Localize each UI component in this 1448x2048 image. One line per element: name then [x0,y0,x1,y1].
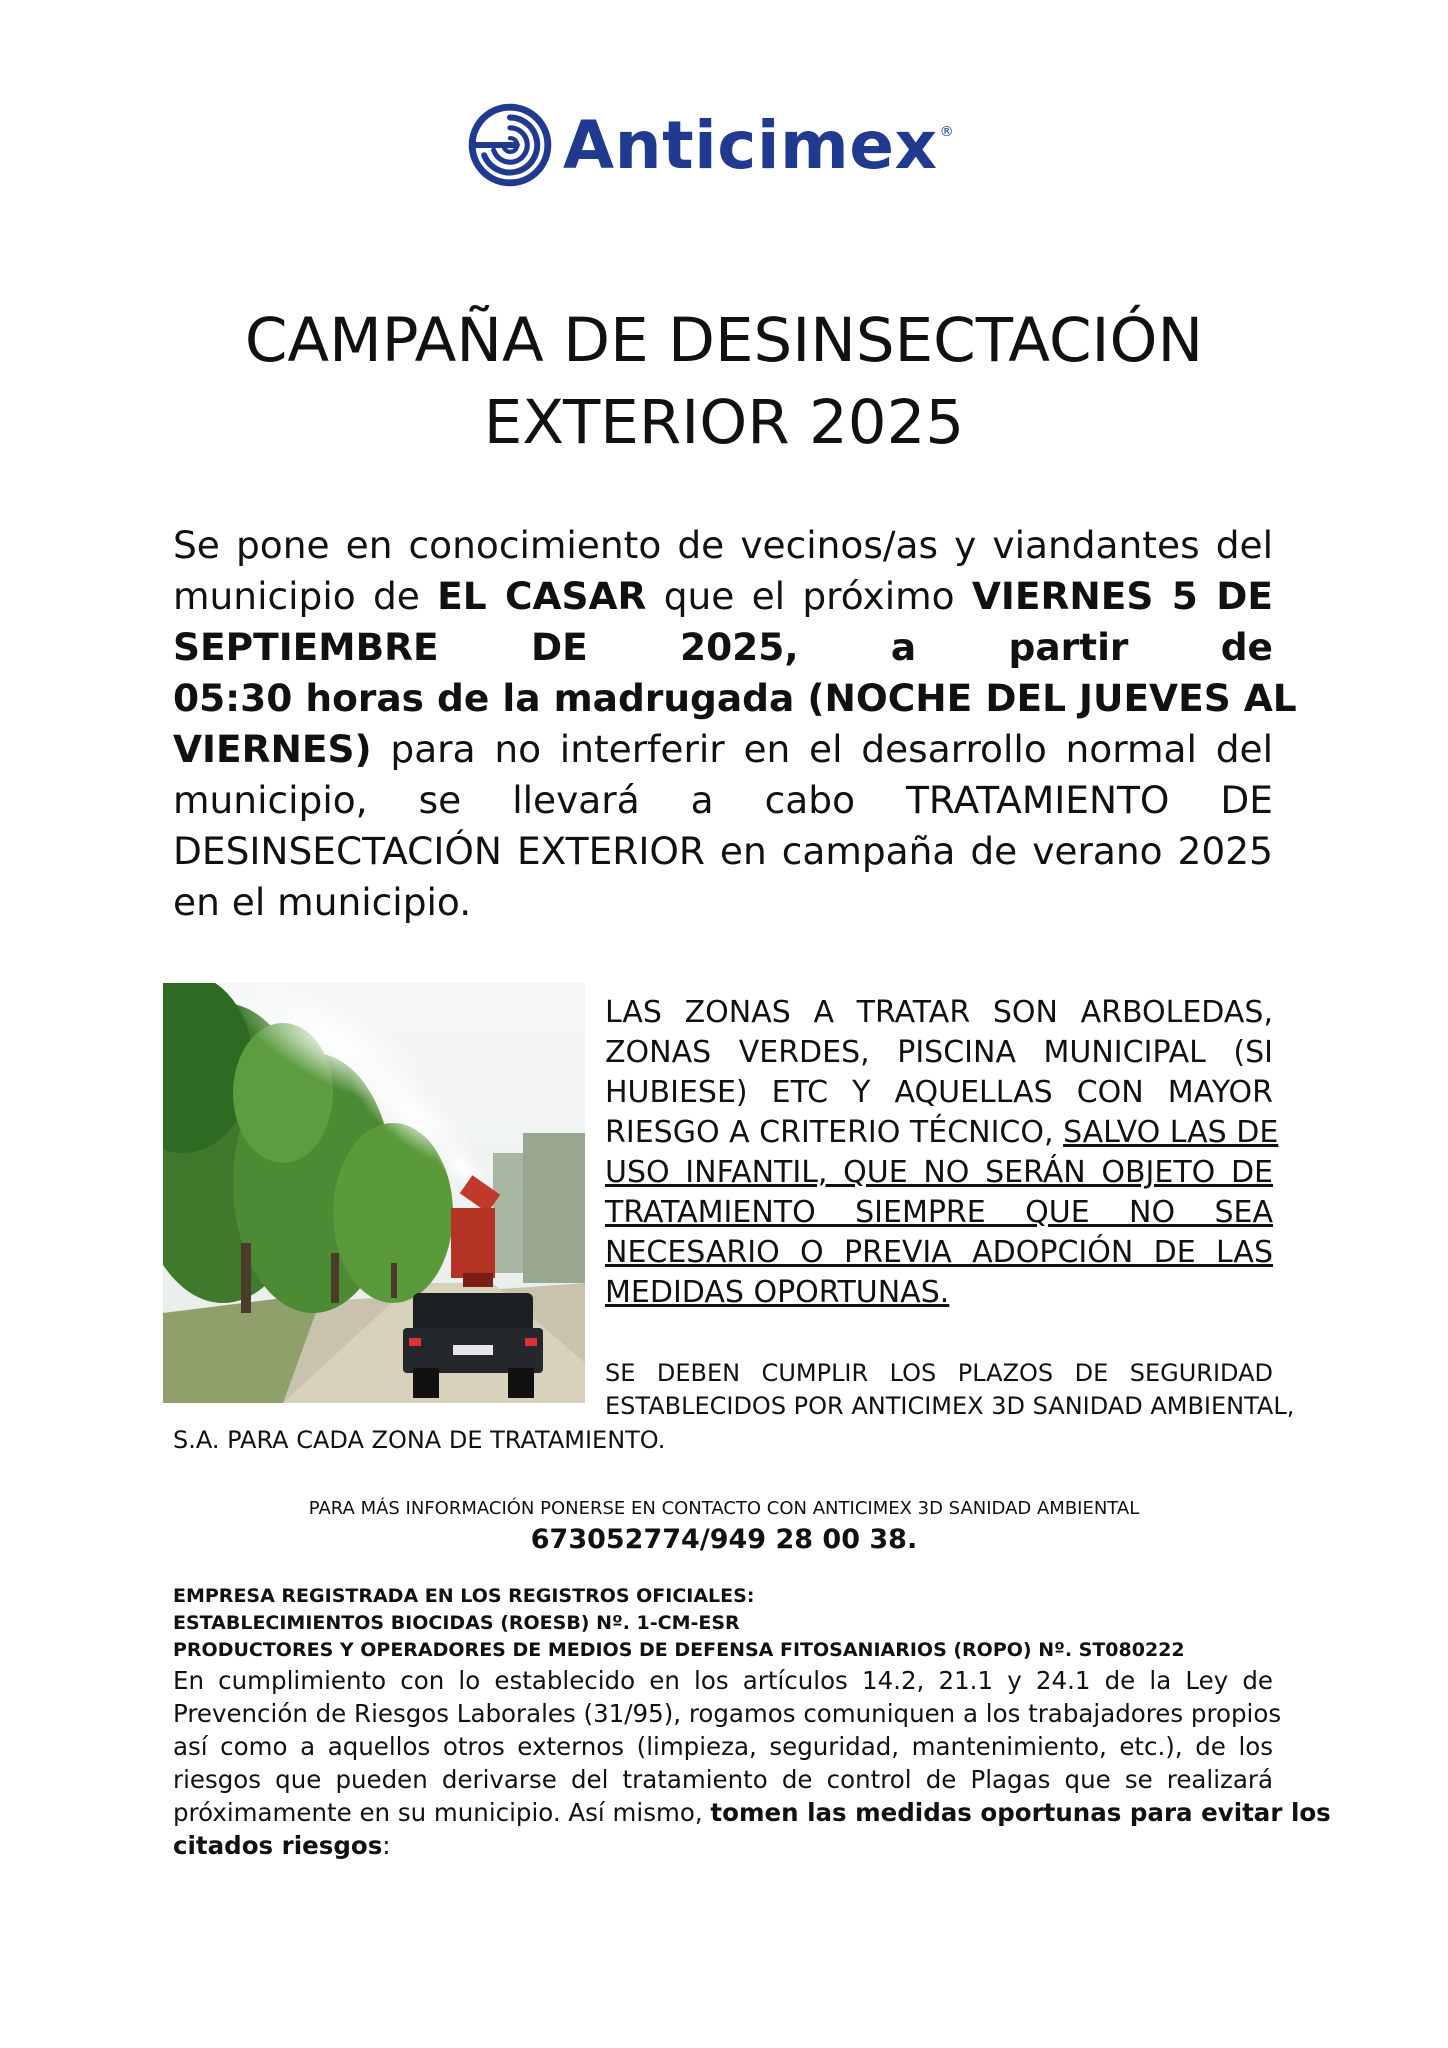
intro-line-4: 05:30 horas de la madrugada (NOCHE DEL JUEVES AL [173,676,1297,720]
legal-text: : [382,1831,391,1860]
title-line-2: EXTERIOR 2025 [483,387,965,458]
zones-text: RIESGO A CRITERIO TÉCNICO, [605,1115,1064,1150]
legal-text: próximamente en su municipio. Así mismo, [173,1798,711,1827]
legal-bold-text: tomen las medidas oportunas para evitar los [710,1798,1331,1827]
intro-line-7: DESINSECTACIÓN EXTERIOR en campaña de verano 2025 [173,829,1273,873]
registered-mark: ® [939,124,954,140]
plazos-line-3: S.A. PARA CADA ZONA DE TRATAMIENTO. [173,1426,666,1454]
legal-line-4: riesgos que pueden derivarse del tratamiento de control de Plagas que se realizará [173,1765,1273,1794]
registry-line-3: PRODUCTORES Y OPERADORES DE MEDIOS DE DEFENSA FITOSANIARIOS (ROPO) Nº. ST080222 [173,1639,1185,1661]
intro-text: municipio de [173,574,438,618]
intro-line-1: Se pone en conocimiento de vecinos/as y viandantes del [173,523,1273,567]
safety-periods-text [605,1357,1295,1423]
anticimex-logo [467,100,987,190]
title-line-1: CAMPAÑA DE DESINSECTACIÓN [244,305,1204,376]
plazos-line-2: ESTABLECIDOS POR ANTICIMEX 3D SANIDAD AMBIENTAL, [605,1392,1295,1420]
registry-info [173,1583,1185,1664]
legal-line-3: así como a aquellos otros externos (limpieza, seguridad, mantenimiento, etc.), de los [173,1732,1273,1761]
intro-bold-text: VIERNES) [173,727,372,771]
intro-line-3: SEPTIEMBRE DE 2025, a partir de [173,625,1273,669]
contact-phone: 673052774/949 28 00 38. [530,1524,918,1555]
legal-line-6 [173,1829,1273,1862]
zones-line-4 [605,1113,1279,1153]
page-title [150,300,1298,464]
legal-bold-text: citados riesgos [173,1831,383,1860]
intro-line-8: en el municipio. [173,880,472,924]
zones-line-7: NECESARIO O PREVIA ADOPCIÓN DE LAS [605,1235,1273,1270]
treatment-zones-text [605,993,1279,1313]
zones-underlined-text: SALVO LAS DE [1063,1115,1279,1150]
intro-text: que el próximo [646,574,972,618]
legal-line-2: Prevención de Riesgos Laborales (31/95), rogamos comuniquen a los trabajadores propios [173,1699,1282,1728]
anticimex-swirl-icon [467,102,553,188]
zones-line-1: LAS ZONAS A TRATAR SON ARBOLEDAS, [605,995,1273,1030]
zones-line-3: HUBIESE) ETC Y AQUELLAS CON MAYOR [605,1075,1273,1110]
treatment-date: VIERNES 5 DE [971,574,1273,618]
municipality-name: EL CASAR [437,574,647,618]
zones-line-2: ZONAS VERDES, PISCINA MUNICIPAL (SI [605,1035,1273,1070]
intro-line-5 [173,724,1273,775]
contact-info: PARA MÁS INFORMACIÓN PONERSE EN CONTACTO CON ANTICIMEX 3D SANIDAD AMBIENTAL [308,1498,1140,1519]
zones-line-8: MEDIDAS OPORTUNAS. [605,1275,950,1310]
plazos-line-1: SE DEBEN CUMPLIR LOS PLAZOS DE SEGURIDAD [605,1359,1273,1387]
legal-notice [173,1664,1331,1862]
zones-line-5: USO INFANTIL, QUE NO SERÁN OBJETO DE [605,1155,1273,1190]
registry-line-2: ESTABLECIMIENTOS BIOCIDAS (ROESB) Nº. 1-CM-ESR [173,1612,740,1634]
registry-line-1: EMPRESA REGISTRADA EN LOS REGISTROS OFICIALES: [173,1585,755,1607]
intro-paragraph [173,520,1297,928]
legal-line-5 [173,1796,1331,1829]
legal-line-1: En cumplimiento con lo establecido en los artículos 14.2, 21.1 y 24.1 de la Ley de [173,1666,1273,1695]
fumigation-truck-photo [163,983,585,1403]
zones-line-6: TRATAMIENTO SIEMPRE QUE NO SEA [605,1195,1273,1230]
intro-line-6: municipio, se llevará a cabo TRATAMIENTO DE [173,778,1273,822]
intro-text: para no interferir en el desarrollo normal del [371,727,1273,771]
intro-line-2 [173,571,1273,622]
brand-name: Anticimex [563,106,938,184]
